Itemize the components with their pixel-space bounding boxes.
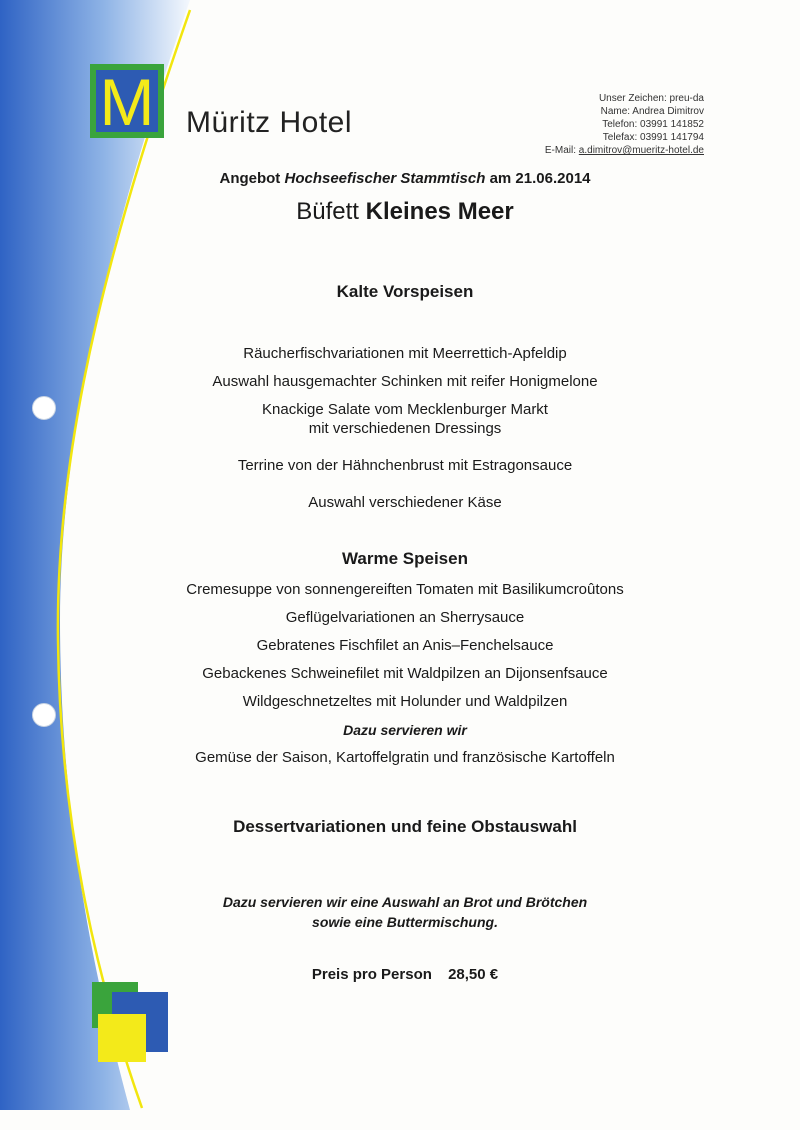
sides-line: Gemüse der Saison, Kartoffelgratin und französische Kartoffeln [195, 749, 615, 766]
contact-email-line [545, 144, 704, 157]
section-cold-heading: Kalte Vorspeisen [336, 282, 474, 301]
punch-hole-bottom [32, 703, 56, 727]
dish-item: Wildgeschnetzeltes mit Holunder und Waldpilzen [242, 693, 568, 710]
title-name: Kleines Meer [365, 198, 514, 225]
section-dessert-heading: Dessertvariationen und feine Obstauswahl [233, 817, 577, 836]
bread-note-line2: sowie eine Buttermischung. [312, 914, 498, 930]
contact-name: Name: Andrea Dimitrov [600, 106, 704, 117]
price-amount: 28,50 € [448, 966, 499, 983]
dish-item: Cremesuppe von sonnengereiften Tomaten mit Basilikumcroûtons [186, 581, 624, 598]
hotel-name: Müritz Hotel [186, 106, 353, 139]
dish-item: Auswahl hausgemachter Schinken mit reifer Honigmelone [212, 373, 598, 390]
dish-item: mit verschiedenen Dressings [308, 420, 502, 437]
buffet-title [150, 198, 660, 226]
dish-item: Knackige Salate vom Mecklenburger Markt [262, 401, 548, 418]
email-label: E-Mail: [544, 145, 577, 156]
dish-item: Auswahl verschiedener Käse [308, 494, 502, 511]
hotel-logo [90, 64, 164, 138]
title-prefix: Büfett [296, 198, 359, 225]
contact-fax: Telefax: 03991 141794 [602, 132, 704, 143]
dish-item: Terrine von der Hähnchenbrust mit Estragonsauce [237, 457, 573, 474]
dish-item: Gebratenes Fischfilet an Anis–Fenchelsauce [256, 637, 554, 654]
dish-item: Geflügelvariationen an Sherrysauce [285, 609, 525, 626]
dish-item: Gebackenes Schweinefilet mit Waldpilzen an Dijonsenfsauce [202, 665, 608, 682]
email-link[interactable]: a.dimitrov@mueritz-hotel.de [578, 145, 704, 156]
punch-hole-top [32, 396, 56, 420]
contact-phone: Telefon: 03991 141852 [602, 119, 704, 130]
offer-prefix: Angebot [219, 170, 281, 187]
reference-line: Unser Zeichen: preu-da [598, 93, 704, 104]
section-warm-heading: Warme Speisen [342, 549, 468, 568]
price-label: Preis pro Person [311, 966, 432, 983]
served-with-label: Dazu servieren wir [343, 722, 467, 738]
offer-occasion: Hochseefischer Stammtisch [284, 170, 486, 187]
bread-note-line1: Dazu servieren wir eine Auswahl an Brot und Brötchen [222, 894, 588, 910]
contact-block [545, 92, 704, 157]
price-line [150, 966, 660, 983]
offer-date: am 21.06.2014 [489, 170, 591, 187]
logo-letter: M [99, 65, 155, 139]
offer-line [150, 170, 660, 187]
dish-item: Räucherfischvariationen mit Meerrettich-Apfeldip [243, 345, 567, 362]
